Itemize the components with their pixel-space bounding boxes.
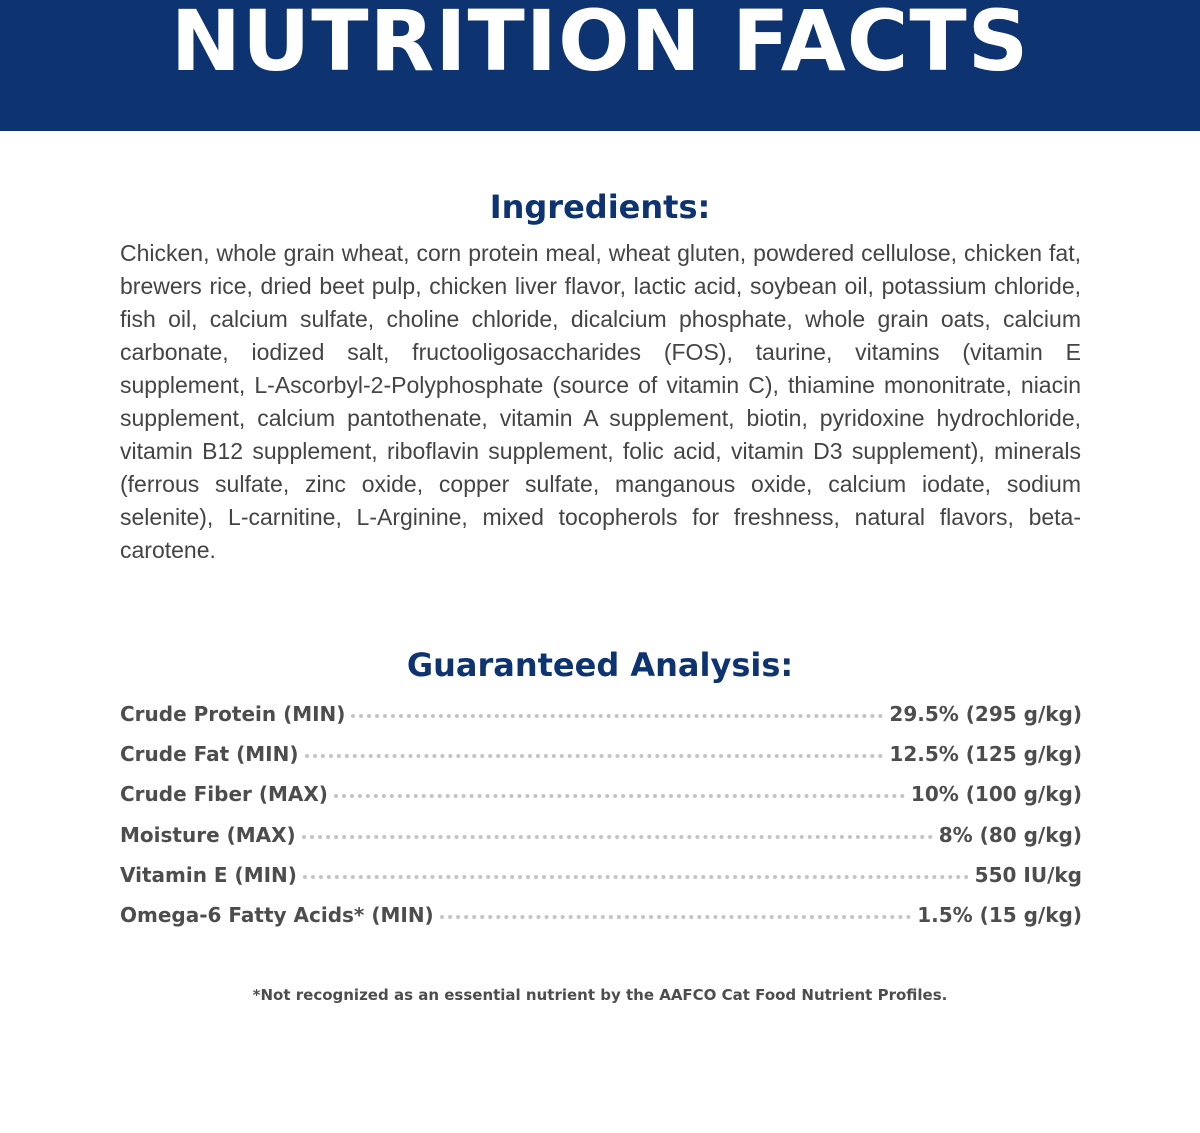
analysis-value: 550 IU/kg <box>974 862 1082 887</box>
analysis-value: 1.5% (15 g/kg) <box>917 902 1082 927</box>
analysis-row-crude-fat <box>120 742 1082 782</box>
analysis-row-crude-fiber <box>120 782 1082 822</box>
dot-leader <box>440 915 912 919</box>
analysis-label: Omega-6 Fatty Acids* (MIN) <box>120 902 434 927</box>
analysis-label: Crude Fiber (MAX) <box>120 782 328 807</box>
analysis-value: 8% (80 g/kg) <box>938 822 1082 847</box>
dot-leader <box>334 794 905 798</box>
footnote: *Not recognized as an essential nutrient by the AAFCO Cat Food Nutrient Profiles. <box>252 986 948 1004</box>
ingredients-heading: Ingredients: <box>489 188 711 226</box>
dot-leader <box>303 875 969 879</box>
guaranteed-analysis-table <box>120 702 1082 943</box>
dot-leader <box>302 835 933 839</box>
analysis-value: 10% (100 g/kg) <box>910 782 1082 807</box>
analysis-label: Crude Fat (MIN) <box>120 742 299 767</box>
dot-leader <box>305 754 884 758</box>
analysis-row-moisture <box>120 823 1082 863</box>
analysis-value: 29.5% (295 g/kg) <box>889 702 1082 726</box>
guaranteed-analysis-heading: Guaranteed Analysis: <box>406 646 794 684</box>
analysis-row-vitamin-e <box>120 863 1082 903</box>
analysis-label: Vitamin E (MIN) <box>120 862 297 887</box>
dot-leader <box>351 714 883 718</box>
analysis-label: Crude Protein (MIN) <box>120 702 346 726</box>
page-title: NUTRITION FACTS <box>170 0 1030 90</box>
analysis-value: 12.5% (125 g/kg) <box>889 742 1082 767</box>
header-banner <box>0 0 1200 131</box>
ingredients-text: Chicken, whole grain wheat, corn protein meal, wheat gluten, powdered cellulose, chicken fat, brewers rice, dried beet pulp, chicken liver flavor, lactic acid, soybean oil, potassium chloride, fish oil, calcium sulfate, choline chloride, dicalcium phosphate, whole grain oats, calcium carbonate, iodized salt, fructooligosaccharides (FOS), taurine, vitamins (vitamin E supplement, L-Ascorbyl-2-Polyphosphate (source of vitamin C), thiamine mononitrate, niacin supplement, calcium pantothenate, vitamin A supplement, biotin, pyridoxine hydrochloride, vitamin B12 supplement, riboflavin supplement, folic acid, vitamin D3 supplement), minerals (ferrous sulfate, zinc oxide, copper sulfate, manganous oxide, calcium iodate, sodium selenite), L-carnitine, L-Arginine, mixed tocopherols for freshness, natural flavors, beta-carotene. <box>120 240 1081 563</box>
analysis-label: Moisture (MAX) <box>120 822 296 847</box>
analysis-row-omega-6 <box>120 903 1082 943</box>
analysis-row-crude-protein <box>120 702 1082 742</box>
